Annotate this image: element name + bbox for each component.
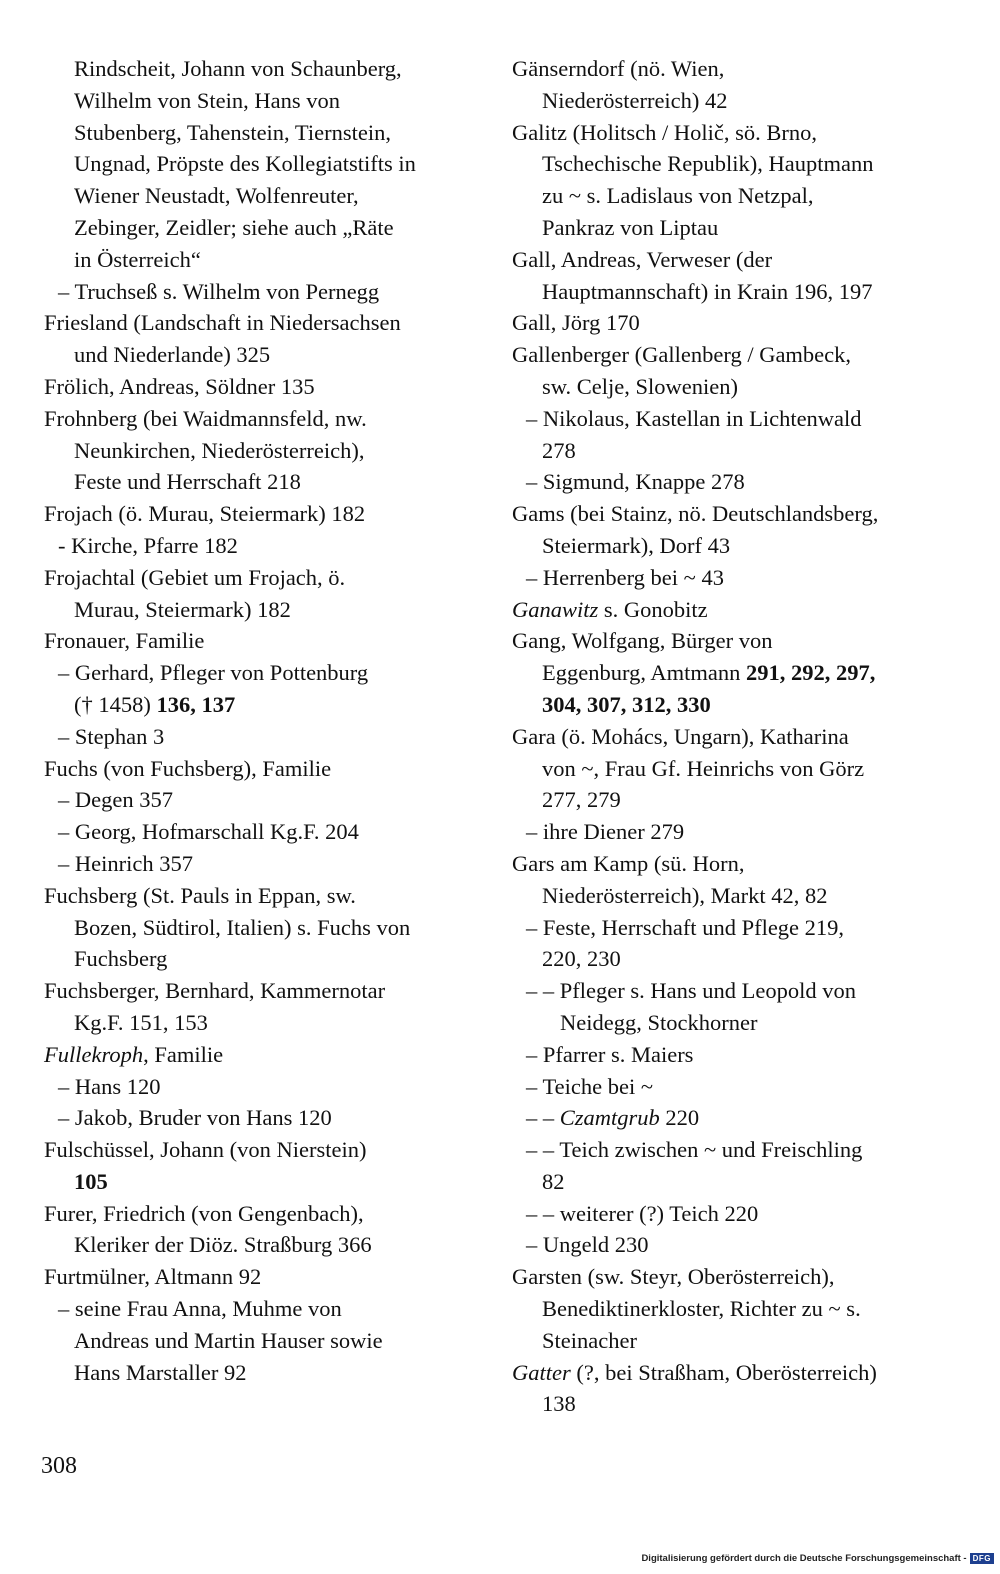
index-line	[44, 244, 484, 276]
index-line	[512, 753, 952, 785]
page-ref-bold: 291, 292, 297,	[745, 660, 876, 686]
index-line	[44, 403, 484, 435]
index-text: Gallenberger (Gallenberg / Gambeck,	[512, 342, 852, 368]
index-line	[44, 498, 484, 530]
index-text: Benediktinerkloster, Richter zu ~ s.	[542, 1296, 861, 1322]
index-text: Bozen, Südtirol, Italien) s. Fuchs von	[74, 914, 411, 940]
index-line	[512, 1039, 952, 1071]
index-text: Furtmülner, Altmann 92	[44, 1264, 262, 1290]
page-ref-bold: 105	[74, 1168, 108, 1194]
index-text: – Nikolaus, Kastellan in Lichtenwald	[526, 405, 862, 431]
index-text: – Herrenberg bei ~ 43	[526, 564, 724, 590]
index-line	[44, 1357, 484, 1389]
index-line	[44, 339, 484, 371]
index-text: – Pfarrer s. Maiers	[526, 1041, 694, 1067]
index-line	[512, 307, 952, 339]
index-line	[512, 276, 952, 308]
index-line	[44, 625, 484, 657]
index-text: Garsten (sw. Steyr, Oberösterreich),	[512, 1264, 835, 1290]
index-text: Gars am Kamp (sü. Horn,	[512, 850, 745, 876]
index-line	[512, 148, 952, 180]
term-italic: Gatter	[512, 1359, 571, 1385]
index-text: Steiermark), Dorf 43	[542, 532, 731, 558]
index-text: von ~, Frau Gf. Heinrichs von Görz	[542, 755, 865, 781]
index-text: 220, 230	[542, 946, 621, 972]
index-text: Friesland (Landschaft in Niedersachsen	[44, 310, 401, 336]
index-line	[44, 1166, 484, 1198]
index-text: Zebinger, Zeidler; siehe auch „Räte	[74, 214, 394, 240]
index-text: Niederösterreich) 42	[542, 87, 728, 113]
index-text: sw. Celje, Slowenien)	[542, 373, 739, 399]
index-text: Neunkirchen, Niederösterreich),	[74, 437, 365, 463]
index-line	[512, 339, 952, 371]
footer-text: Digitalisierung gefördert durch die Deutsche Forschungsgemeinschaft -	[641, 1553, 967, 1564]
index-text: – Heinrich 357	[58, 850, 193, 876]
index-line	[512, 721, 952, 753]
index-line	[512, 1134, 952, 1166]
index-line	[512, 625, 952, 657]
index-line	[44, 148, 484, 180]
index-text: – Sigmund, Knappe 278	[526, 469, 745, 495]
index-line	[44, 880, 484, 912]
index-text: – – Teich zwischen ~ und Freischling	[526, 1137, 863, 1163]
index-line	[512, 975, 952, 1007]
term-italic: Czamtgrub	[559, 1105, 660, 1131]
index-line	[44, 1325, 484, 1357]
index-text: – Gerhard, Pfleger von Pottenburg	[58, 660, 369, 686]
index-line	[44, 1229, 484, 1261]
index-line	[512, 912, 952, 944]
index-text: Wiener Neustadt, Wolfenreuter,	[74, 183, 359, 209]
index-text: – seine Frau Anna, Muhme von	[58, 1296, 342, 1322]
index-text: – Degen 357	[58, 787, 173, 813]
index-line	[44, 212, 484, 244]
index-text: Furer, Friedrich (von Gengenbach),	[44, 1200, 364, 1226]
index-line	[512, 180, 952, 212]
index-line	[44, 721, 484, 753]
index-line	[512, 784, 952, 816]
index-text: Eggenburg, Amtmann	[542, 660, 746, 686]
index-text: – Hans 120	[58, 1073, 161, 1099]
index-line	[44, 657, 484, 689]
page-ref-bold: 136, 137	[156, 691, 236, 717]
term-italic: Ganawitz	[512, 596, 599, 622]
index-text: Gang, Wolfgang, Bürger von	[512, 628, 773, 654]
index-line	[44, 117, 484, 149]
index-text: Fronauer, Familie	[44, 628, 205, 654]
index-line	[512, 816, 952, 848]
index-line	[512, 1261, 952, 1293]
index-line	[44, 1102, 484, 1134]
index-text: – Jakob, Bruder von Hans 120	[58, 1105, 332, 1131]
term-italic: Fullekroph	[44, 1041, 144, 1067]
index-line	[512, 466, 952, 498]
index-text: und Niederlande) 325	[74, 342, 271, 368]
index-line	[44, 180, 484, 212]
index-text: Gänserndorf (nö. Wien,	[512, 56, 725, 81]
index-line	[44, 1134, 484, 1166]
index-line	[44, 1261, 484, 1293]
index-line	[512, 562, 952, 594]
index-text: Frohnberg (bei Waidmannsfeld, nw.	[44, 405, 367, 431]
index-line	[44, 1039, 484, 1071]
index-text: († 1458)	[74, 691, 157, 717]
index-line	[512, 212, 952, 244]
index-line	[512, 1357, 952, 1389]
index-line	[512, 1293, 952, 1325]
index-line	[512, 53, 952, 85]
digitization-footer	[641, 1553, 994, 1564]
index-line	[512, 1198, 952, 1230]
index-line	[44, 912, 484, 944]
index-line	[512, 498, 952, 530]
index-line	[512, 1388, 952, 1420]
index-line	[512, 1325, 952, 1357]
index-text: Murau, Steiermark) 182	[74, 596, 291, 622]
index-text: , Familie	[143, 1041, 224, 1067]
index-line	[512, 1102, 952, 1134]
index-text: – – weiterer (?) Teich 220	[526, 1200, 759, 1226]
index-text: 138	[542, 1391, 576, 1417]
index-line	[512, 85, 952, 117]
index-text: Kg.F. 151, 153	[74, 1009, 208, 1035]
index-line	[512, 244, 952, 276]
index-text: Fuchs (von Fuchsberg), Familie	[44, 755, 332, 781]
index-line	[44, 53, 484, 85]
index-line	[512, 117, 952, 149]
index-line	[44, 530, 484, 562]
index-text: – –	[526, 1105, 560, 1131]
index-line	[512, 403, 952, 435]
index-text: – Stephan 3	[58, 723, 165, 749]
index-line	[512, 1229, 952, 1261]
index-text: s. Gonobitz	[598, 596, 708, 622]
index-text: Stubenberg, Tahenstein, Tiernstein,	[74, 119, 391, 145]
index-text: Pankraz von Liptau	[542, 214, 719, 240]
index-text: – – Pfleger s. Hans und Leopold von	[526, 978, 856, 1004]
index-text: Frölich, Andreas, Söldner 135	[44, 373, 315, 399]
index-line	[44, 816, 484, 848]
index-text: Hans Marstaller 92	[74, 1359, 247, 1385]
index-line	[512, 1071, 952, 1103]
index-text: 277, 279	[542, 787, 621, 813]
index-line	[512, 1166, 952, 1198]
index-line	[512, 943, 952, 975]
index-text: Fuchsberg (St. Pauls in Eppan, sw.	[44, 882, 356, 908]
index-text: – Truchseß s. Wilhelm von Pernegg	[58, 278, 380, 304]
index-line	[512, 657, 952, 689]
index-text: Wilhelm von Stein, Hans von	[74, 87, 340, 113]
index-line	[44, 784, 484, 816]
index-text: Rindscheit, Johann von Schaunberg,	[74, 56, 402, 81]
index-line	[44, 307, 484, 339]
index-text: Niederösterreich), Markt 42, 82	[542, 882, 828, 908]
index-line	[44, 848, 484, 880]
index-line	[44, 85, 484, 117]
index-text: Fuchsberg	[74, 946, 168, 972]
index-line	[44, 1007, 484, 1039]
index-text: – Ungeld 230	[526, 1232, 649, 1258]
index-line	[44, 943, 484, 975]
index-line	[44, 975, 484, 1007]
index-text: – Georg, Hofmarschall Kg.F. 204	[58, 819, 359, 845]
index-line	[512, 689, 952, 721]
dfg-logo-icon: DFG	[970, 1553, 994, 1564]
index-text: Steinacher	[542, 1327, 637, 1353]
index-text: Andreas und Martin Hauser sowie	[74, 1327, 383, 1353]
index-line	[44, 371, 484, 403]
index-text: – ihre Diener 279	[526, 819, 685, 845]
index-line	[44, 276, 484, 308]
right-column	[512, 53, 952, 1420]
left-column	[44, 53, 484, 1388]
index-text: 82	[542, 1168, 565, 1194]
index-line	[44, 689, 484, 721]
index-text: Fulschüssel, Johann (von Nierstein)	[44, 1137, 367, 1163]
index-text: 278	[542, 437, 576, 463]
index-text: Frojachtal (Gebiet um Frojach, ö.	[44, 564, 346, 590]
index-text: Hauptmannschaft) in Krain 196, 197	[542, 278, 873, 304]
index-text: Gall, Andreas, Verweser (der	[512, 246, 773, 272]
index-text: Ungnad, Pröpste des Kollegiatstifts in	[74, 151, 416, 177]
index-line	[44, 466, 484, 498]
index-text: Gams (bei Stainz, nö. Deutschlandsberg,	[512, 501, 879, 527]
index-text: Kleriker der Diöz. Straßburg 366	[74, 1232, 372, 1258]
index-text: Frojach (ö. Murau, Steiermark) 182	[44, 501, 366, 527]
index-line	[512, 594, 952, 626]
index-text: Gall, Jörg 170	[512, 310, 640, 336]
index-text: Galitz (Holitsch / Holič, sö. Brno,	[512, 119, 817, 145]
page-ref-bold: 304, 307, 312, 330	[542, 691, 711, 717]
index-line	[512, 848, 952, 880]
index-text: in Österreich“	[74, 246, 201, 272]
page-number: 308	[41, 1453, 77, 1479]
index-text: - Kirche, Pfarre 182	[58, 532, 238, 558]
index-line	[512, 371, 952, 403]
index-line	[44, 1293, 484, 1325]
index-text: Fuchsberger, Bernhard, Kammernotar	[44, 978, 386, 1004]
index-text: Gara (ö. Mohács, Ungarn), Katharina	[512, 723, 849, 749]
index-line	[512, 530, 952, 562]
index-line	[44, 594, 484, 626]
index-line	[44, 435, 484, 467]
index-text: zu ~ s. Ladislaus von Netzpal,	[542, 183, 814, 209]
index-text: Neidegg, Stockhorner	[560, 1009, 758, 1035]
index-text: Feste und Herrschaft 218	[74, 469, 301, 495]
index-line	[44, 1198, 484, 1230]
index-line	[44, 753, 484, 785]
index-line	[512, 1007, 952, 1039]
index-text: 220	[659, 1105, 700, 1131]
index-line	[44, 562, 484, 594]
index-text: – Teiche bei ~	[526, 1073, 654, 1099]
index-text: Tschechische Republik), Hauptmann	[542, 151, 874, 177]
index-line	[512, 880, 952, 912]
index-text: (?, bei Straßham, Oberösterreich)	[570, 1359, 877, 1385]
index-line	[44, 1071, 484, 1103]
index-text: – Feste, Herrschaft und Pflege 219,	[526, 914, 845, 940]
index-line	[512, 435, 952, 467]
